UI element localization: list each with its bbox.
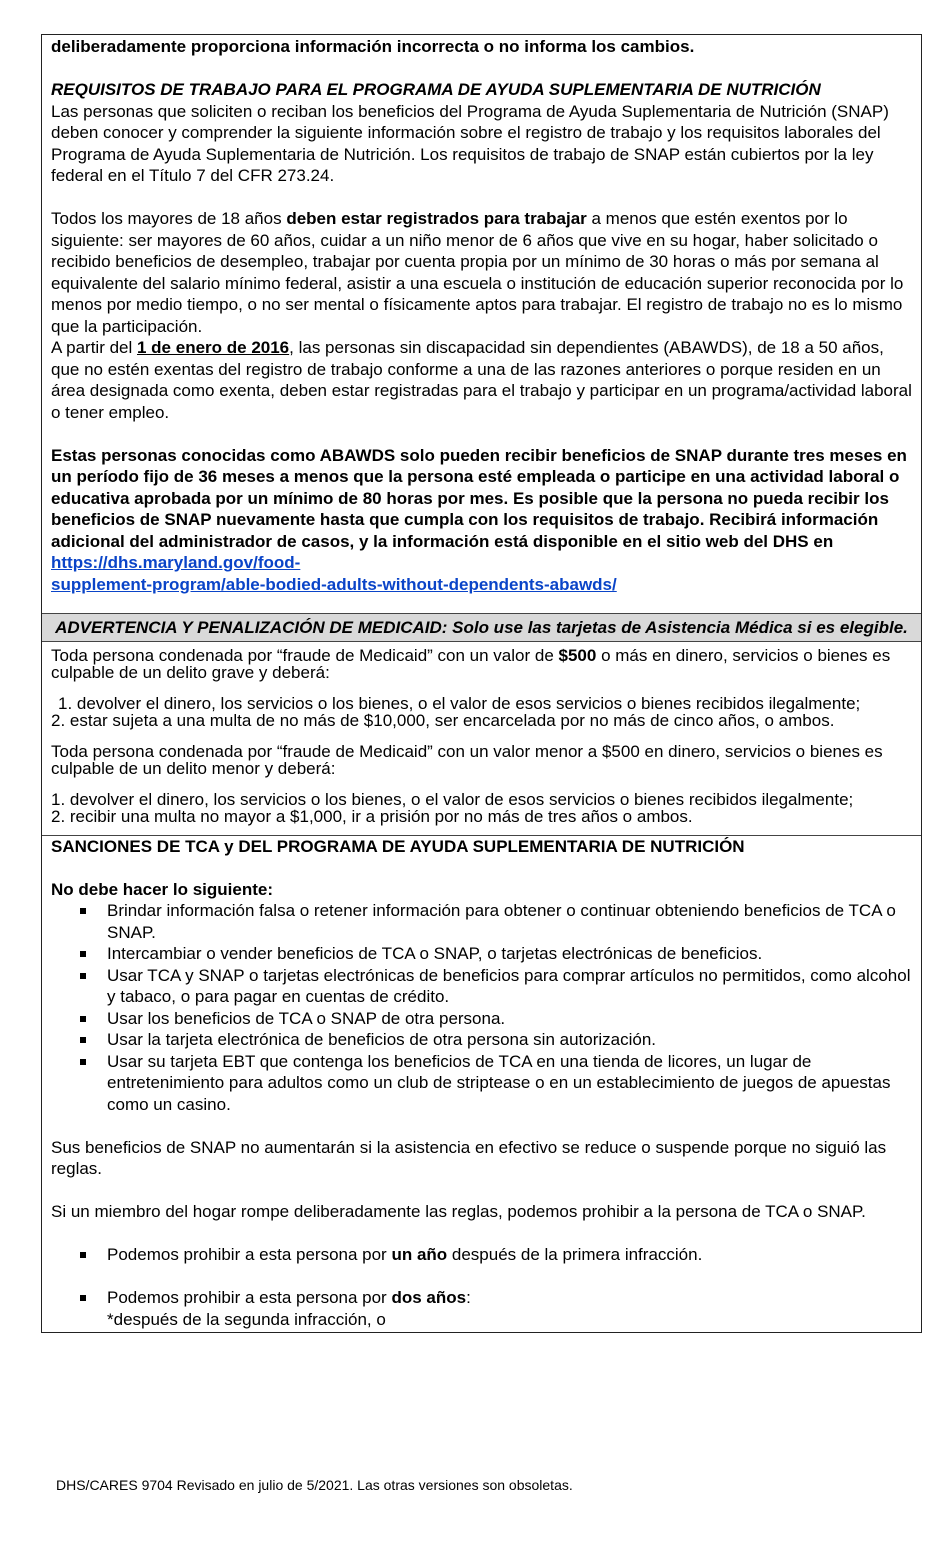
- snap-heading: REQUISITOS DE TRABAJO PARA EL PROGRAMA DE AYUDA SUPLEMENTARIA DE NUTRICIÓN: [51, 80, 821, 99]
- list-item: 2. estar sujeta a una multa de no más de $10,000, ser encarcelada por no más de cinco años, o ambos.: [51, 710, 835, 730]
- snap-work-requirements-section: [42, 35, 921, 614]
- list-item: Podemos prohibir a esta persona por dos años: *después de la segunda infracción, o: [78, 1287, 912, 1330]
- abawd-date: 1 de enero de 2016: [137, 338, 290, 357]
- list-item: Podemos prohibir a esta persona por un año después de la primera infracción.: [78, 1244, 912, 1266]
- medicaid-warning-banner: ADVERTENCIA Y PENALIZACIÓN DE MEDICAID: Solo use las tarjetas de Asistencia Médica si es elegible.: [42, 614, 921, 642]
- medicaid-misdemeanor-list: [51, 791, 912, 825]
- form-footer: DHS/CARES 9704 Revisado en julio de 5/2021. Las otras versiones son obsoletas.: [56, 1477, 573, 1493]
- list-item: Brindar información falsa o retener información para obtener o continuar obteniendo beneficios de TCA o SNAP.: [78, 900, 912, 943]
- household-ban-paragraph: Si un miembro del hogar rompe deliberadamente las reglas, podemos prohibir a la persona de TCA o SNAP.: [51, 1202, 866, 1221]
- continued-line: deliberadamente proporciona información incorrecta o no informa los cambios.: [51, 37, 695, 56]
- list-item: 1. devolver el dinero, los servicios o los bienes, o el valor de esos servicios o bienes recibidos ilegalmente;: [58, 693, 861, 713]
- registration-paragraph: Todos los mayores de 18 años deben estar registrados para trabajar a menos que estén exentos por lo siguiente: ser mayores de 60 años, cuidar a un niño menor de 6 años que vive en su hogar, haber solicitado o recibido beneficios de desempleo, trabajar por cuenta propia por un mínimo de 30 horas o más por semana al equivalente del salario mínimo federal, asistir a una escuela o institución de educación superior reconocida por lo menos por medio tiempo, o no ser mental o físicamente aptos para trabajar. El registro de trabajo no es lo mismo que la participación.: [51, 209, 904, 336]
- document-frame: [41, 34, 922, 1333]
- medicaid-felony-list: [51, 695, 912, 729]
- abawd-limit-paragraph: Estas personas conocidas como ABAWDS solo pueden recibir beneficios de SNAP durante tres meses en un período fijo de 36 meses a menos que la persona esté empleada o participe en una actividad laboral o educativa aprobada por un mínimo de 80 horas por mes. Es posible que la persona no pueda recibir los beneficios de SNAP nuevamente hasta que cumpla con los requisitos de trabajo. Recibirá información adicional del administrador de casos, y la información está disponible en el sitio web del DHS en https://dhs.maryland.gov/food- supplement-program/able-bodied-adults-without-dependents-abawds/: [51, 445, 907, 594]
- list-item: 1. devolver el dinero, los servicios o los bienes, o el valor de esos servicios o bienes recibidos ilegalmente;: [51, 789, 854, 809]
- medicaid-misdemeanor-paragraph: Toda persona condenada por “fraude de Medicaid” con un valor menor a $500 en dinero, servicios o bienes es culpable de un delito menor y deberá:: [51, 741, 883, 778]
- prohibited-actions-list: [51, 900, 912, 1115]
- sanctions-section: [42, 836, 921, 1333]
- list-item: 2. recibir una multa no mayor a $1,000, ir a prisión por no más de tres años o ambos.: [51, 806, 693, 826]
- snap-no-increase-paragraph: Sus beneficios de SNAP no aumentarán si la asistencia en efectivo se reduce o suspende porque no siguió las reglas.: [51, 1137, 887, 1178]
- list-item: Usar su tarjeta EBT que contenga los beneficios de TCA en una tienda de licores, un lugar de entretenimiento para adultos como un club de striptease o en un establecimiento de juegos de apuestas como un casino.: [78, 1051, 912, 1116]
- list-item: Usar TCA y SNAP o tarjetas electrónicas de beneficios para comprar artículos no permitidos, como alcohol y tabaco, o para pagar en cuentas de crédito.: [78, 965, 912, 1008]
- sanctions-subheading: No debe hacer lo siguiente:: [51, 879, 273, 899]
- ban-durations-list-2: [51, 1287, 912, 1330]
- snap-intro: Las personas que soliciten o reciban los beneficios del Programa de Ayuda Suplementaria de Nutrición (SNAP) deben conocer y comprender la siguiente información sobre el registro de trabajo y los requisitos laborales del Programa de Ayuda Suplementaria de Nutrición. Los requisitos de trabajo de SNAP están cubiertos por la ley federal en el Título 7 del CFR 273.24.: [51, 101, 889, 185]
- list-item: Intercambiar o vender beneficios de TCA o SNAP, o tarjetas electrónicas de beneficios.: [78, 943, 912, 965]
- abawd-paragraph: A partir del 1 de enero de 2016, las personas sin discapacidad sin dependientes (ABAWDS), de 18 a 50 años, que no estén exentas del registro de trabajo conforme a una de las razones anteriores o porque residen en un área designada como exenta, deben estar registradas para el trabajo y participar en un programa/actividad laboral o tener empleo.: [51, 338, 912, 422]
- abawd-link[interactable]: https://dhs.maryland.gov/food- supplement-program/able-bodied-adults-without-dependents-abawds/: [51, 553, 617, 594]
- ban-durations-list: [51, 1244, 912, 1266]
- list-item: Usar la tarjeta electrónica de beneficios de otra persona sin autorización.: [78, 1029, 912, 1051]
- medicaid-felony-paragraph: Toda persona condenada por “fraude de Medicaid” con un valor de $500 o más en dinero, servicios o bienes es culpable de un delito grave y deberá:: [51, 645, 891, 682]
- sanctions-heading: SANCIONES DE TCA y DEL PROGRAMA DE AYUDA SUPLEMENTARIA DE NUTRICIÓN: [51, 836, 745, 856]
- list-item: Usar los beneficios de TCA o SNAP de otra persona.: [78, 1008, 912, 1030]
- medicaid-section: [42, 642, 921, 836]
